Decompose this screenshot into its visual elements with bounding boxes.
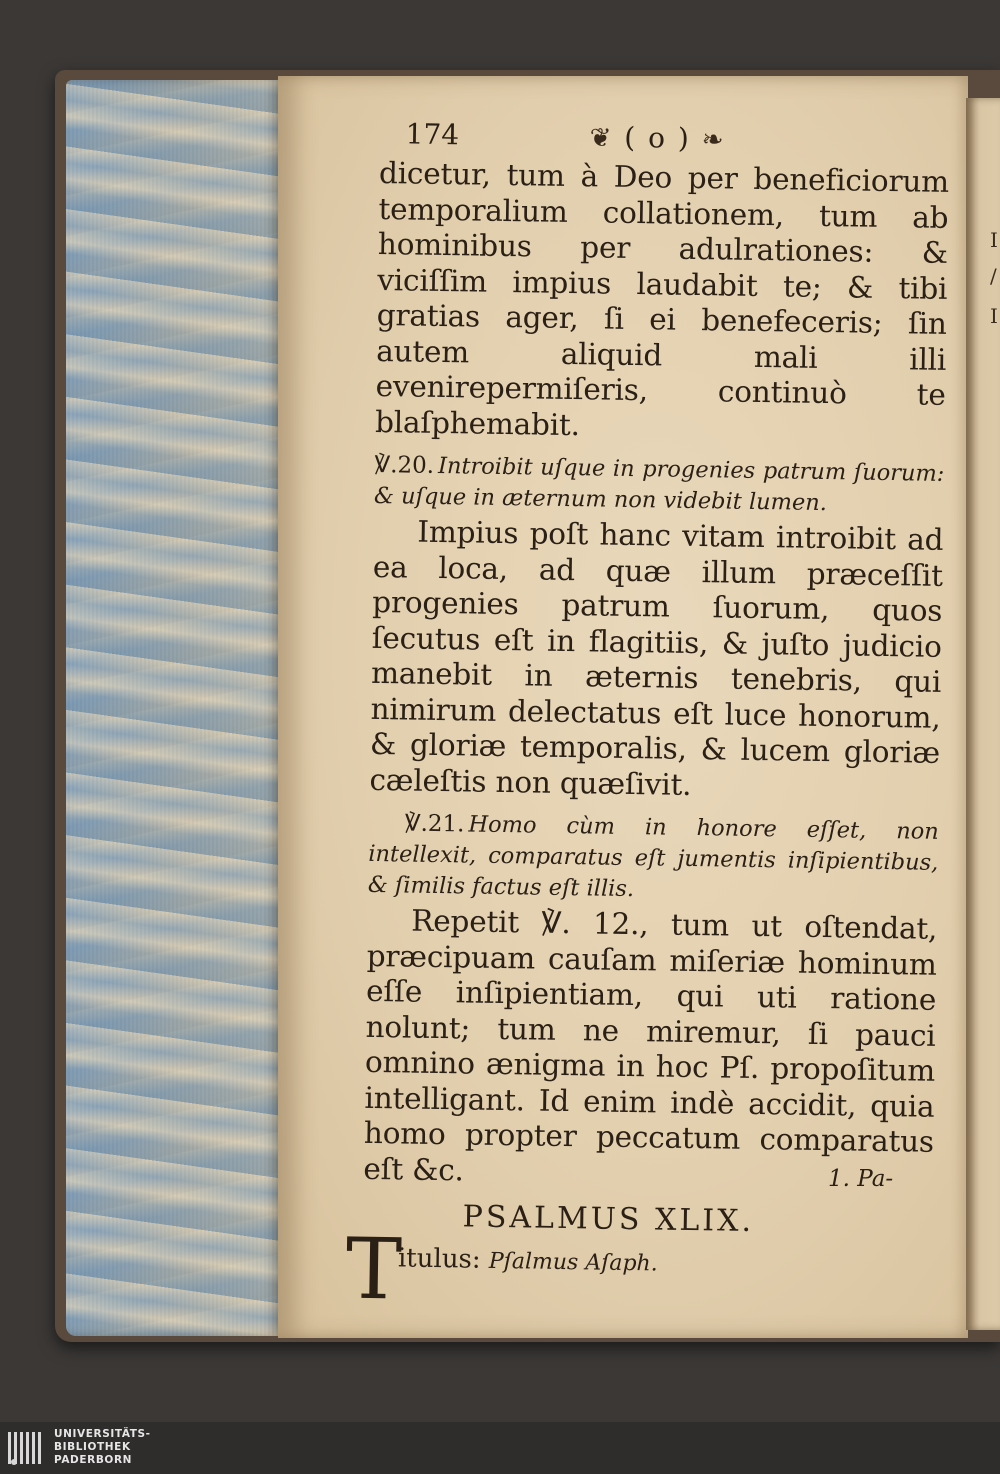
library-name-line: PADERBORN — [54, 1454, 133, 1466]
verse-line — [374, 450, 945, 521]
running-head-text: ( o ) — [624, 120, 692, 155]
catchword: 1. Pa- — [828, 1166, 894, 1192]
verse-number: ℣.21. — [404, 810, 465, 838]
paragraph: Impius poſt hanc vitam introibit ad ea loca, ad quæ illum præceſſit progenies patrum ſuorum, quos ſecutus eſt in flagitiis, & juſto judicio manebit in æternis tenebris, qui nimirum delectatus eſt luce honorum, & gloriæ temporalis, & lucem gloriæ cæleſtis non quæſivit. — [369, 514, 944, 802]
titulus-label: itulus: — [397, 1243, 481, 1275]
titulus-line — [398, 1241, 658, 1281]
psalm-heading: PSALMUS XLIX. — [462, 1199, 755, 1240]
running-head — [589, 115, 726, 162]
verse-text: Introibit uſque in progenies patrum ſuorum: & uſque in æternum non videbit lumen. — [373, 452, 945, 517]
page-number: 174 — [405, 117, 460, 152]
drop-cap: T — [345, 1219, 403, 1319]
paragraph: Repetit ℣. 12., tum ut oſtendat, præcipuam cauſam miſeriæ hominum eſſe inſipientiam, qui uti ratione nolunt; tum ne miremur, ſi pauci omnino ænigma in hoc Pſ. propoſitum intelligant. Id enim indè accidit, quia homo propter peccatum comparatus eſt &c. — [363, 903, 938, 1187]
library-footer — [0, 1422, 1000, 1474]
verse-number: ℣.20. — [374, 451, 435, 479]
facing-page-sliver — [966, 98, 1000, 1330]
titulus-value: Pſalmus Aſaph. — [488, 1248, 658, 1277]
facing-page-glyph: / — [990, 264, 997, 288]
library-name-line: UNIVERSITÄTS- — [54, 1428, 151, 1440]
library-name-line: BIBLIOTHEK — [54, 1441, 131, 1453]
paragraph: dicetur, tum à Deo per beneficiorum temporalium collationem, tum ab hominibus per adulrationes: & viciſſim impius laudabit te; & tibi gratias ager, ſi ei benefeceris; ſin autem aliquid mali illi evenirepermiſeris, continuò te blaſphemabit. — [374, 155, 950, 442]
library-name — [54, 1428, 151, 1467]
page-text — [345, 112, 950, 1319]
verse-line — [368, 808, 939, 910]
page-header — [379, 112, 950, 165]
library-logo-icon — [6, 1428, 46, 1468]
ornament-right-icon: ❧ — [701, 125, 726, 156]
verse-text: Homo cùm in honore eſſet, non intellexit, comparatus eſt jumentis inſipientibus, & ſimilis factus eſt illis. — [367, 811, 939, 903]
marbled-page-edges — [66, 80, 280, 1336]
facing-page-glyph: I — [990, 304, 998, 328]
facing-page-glyph: I — [990, 228, 998, 252]
ornament-left-icon: ❦ — [589, 123, 614, 154]
